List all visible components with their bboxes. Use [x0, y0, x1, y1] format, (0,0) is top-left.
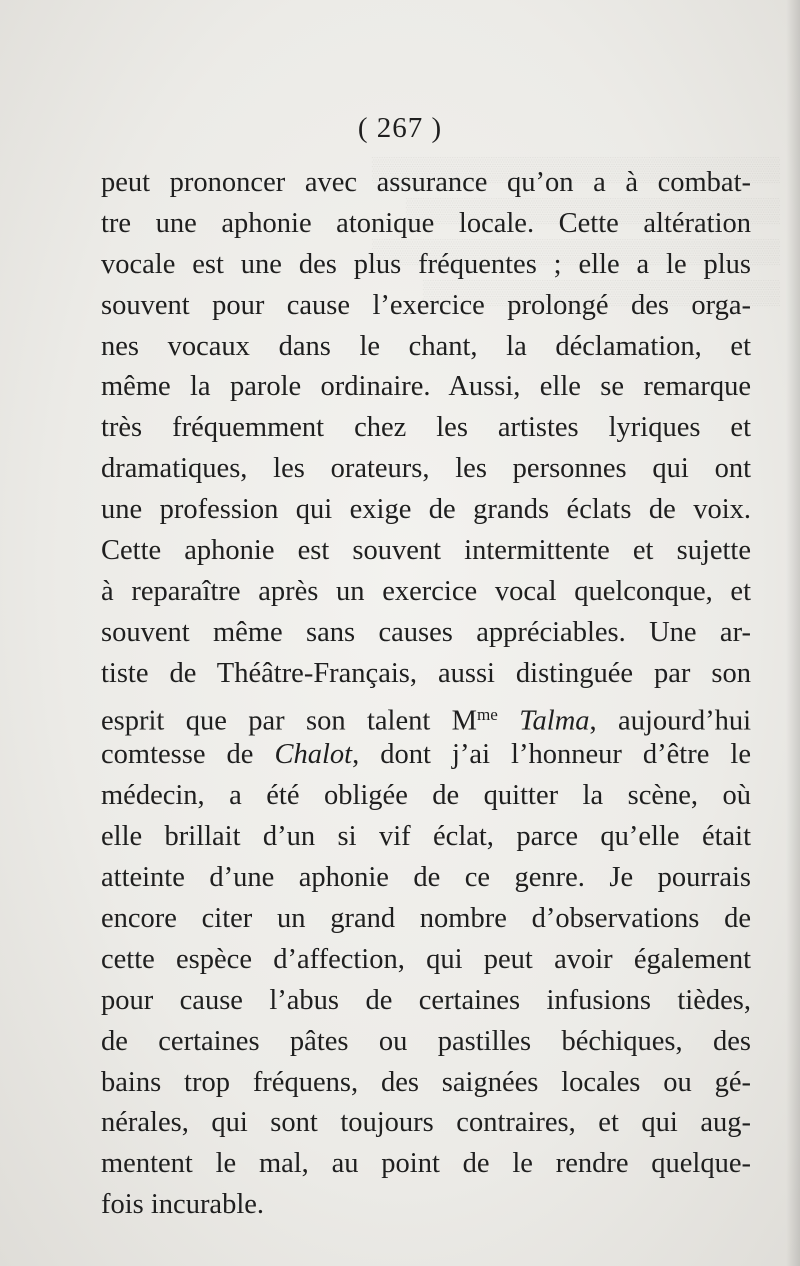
text-line-last: fois incurable. [101, 1189, 265, 1221]
text-line: une profession qui exige de grands éclats de voix. [101, 494, 751, 526]
page-number: ( 267 ) [357, 112, 443, 144]
text-line: nes vocaux dans le chant, la déclamation, et [101, 330, 751, 362]
text-line: à reparaître après un exercice vocal quelconque, et [101, 575, 751, 607]
text-line: cette espèce d’affection, qui peut avoir également [101, 943, 751, 975]
text-line: peut prononcer avec assurance qu’on a à combat- [101, 167, 751, 198]
text-line: vocale est une des plus fréquentes ; elle a le plus [101, 248, 751, 280]
body-text [101, 163, 751, 1226]
text-line: souvent pour cause l’exercice prolongé des orga- [101, 289, 751, 321]
text-segment: , dont j’ai l’honneur d’être le [352, 739, 751, 771]
text-line: Cette aphonie est souvent intermittente et sujette [101, 535, 751, 567]
page-edge-shadow [786, 0, 800, 1266]
name-talma: Talma [519, 704, 590, 736]
name-chalot: Chalot [274, 739, 353, 771]
text-line: très fréquemment chez les artistes lyriques et [101, 412, 751, 444]
text-segment: comtesse de [101, 739, 275, 771]
text-line: tiste de Théâtre-Français, aussi distinguée par son [101, 657, 751, 689]
text-line: elle brillait d’un si vif éclat, parce qu’elle était [101, 821, 751, 853]
text-line: encore citer un grand nombre d’observations de [101, 903, 751, 935]
text-line: dramatiques, les orateurs, les personnes qui ont [101, 453, 751, 485]
text-line: médecin, a été obligée de quitter la scène, où [101, 780, 751, 812]
text-line: mentent le mal, au point de le rendre quelque- [101, 1148, 751, 1180]
text-line: de certaines pâtes ou pastilles béchiques, des [101, 1025, 751, 1057]
text-line: pour cause l’abus de certaines infusions tièdes, [101, 984, 751, 1016]
text-line: souvent même sans causes appréciables. Une ar- [101, 616, 751, 648]
superscript-madame: me [477, 704, 498, 724]
text-line: atteinte d’une aphonie de ce genre. Je pourrais [101, 862, 751, 894]
text-line-talma [101, 695, 751, 736]
text-line: même la parole ordinaire. Aussi, elle se remarque [101, 371, 751, 403]
text-line: tre une aphonie atonique locale. Cette altération [101, 207, 751, 239]
text-line: nérales, qui sont toujours contraires, et qui aug- [101, 1107, 751, 1139]
text-segment: , aujourd’hui [589, 704, 752, 736]
text-line-chalot [101, 735, 751, 776]
text-segment: esprit que par son talent M [101, 704, 478, 736]
text-line: bains trop fréquens, des saignées locales ou gé- [101, 1066, 751, 1098]
